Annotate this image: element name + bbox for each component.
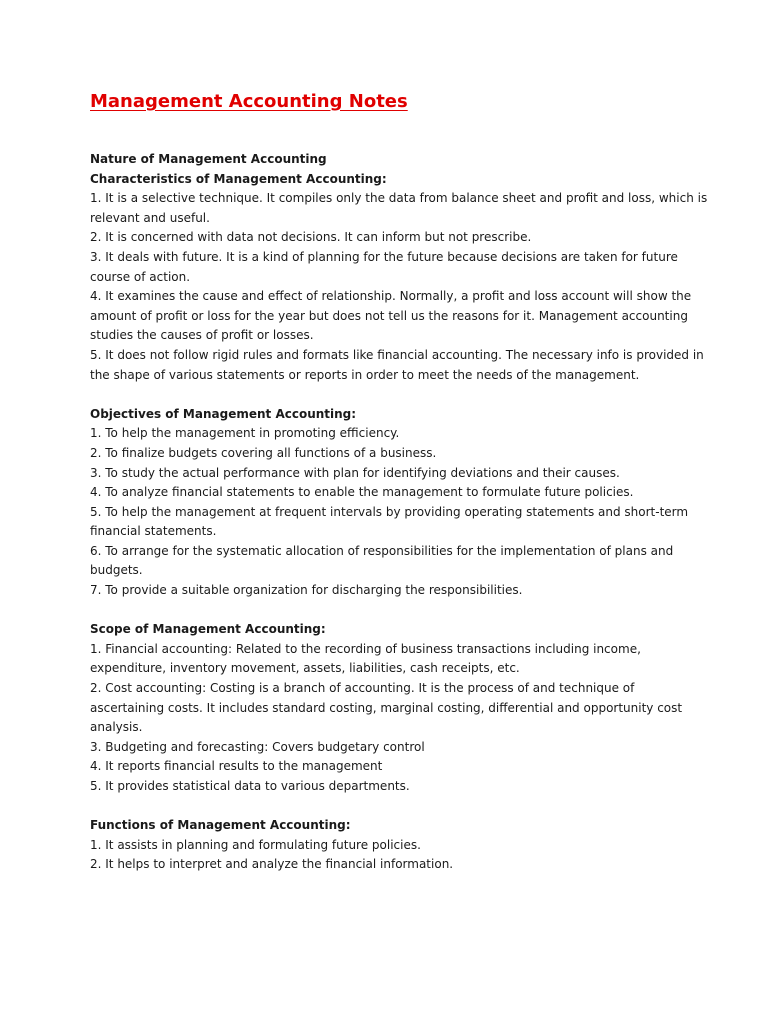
nature-heading: Nature of Management Accounting [90, 152, 327, 166]
objectives-item: 7. To provide a suitable organization for discharging the responsibilities. [90, 583, 523, 598]
functions-item: 2. It helps to interpret and analyze the financial information. [90, 857, 454, 872]
objectives-item: 4. To analyze financial statements to enable the management to formulate future policies. [90, 485, 634, 500]
scope-item: 3. Budgeting and forecasting: Covers budgetary control [90, 739, 425, 754]
scope-item: 4. It reports financial results to the management [90, 759, 383, 774]
characteristics-item: 5. It does not follow rigid rules and formats like financial accounting. The necessary info is provided in the shape of various statements or reports in order to meet the needs of the management. [90, 347, 704, 382]
objectives-item: 3. To study the actual performance with plan for identifying deviations and their causes. [90, 465, 620, 480]
scope-section [90, 620, 708, 796]
scope-heading: Scope of Management Accounting: [90, 622, 326, 637]
objectives-item: 1. To help the management in promoting efficiency. [90, 426, 400, 441]
scope-item: 2. Cost accounting: Costing is a branch of accounting. It is the process of and technique of ascertaining costs. It includes standard costing, marginal costing, differential and opportunity cost analysis. [90, 681, 683, 735]
objectives-item: 2. To finalize budgets covering all functions of a business. [90, 445, 437, 460]
characteristics-item: 4. It examines the cause and effect of relationship. Normally, a profit and loss account will show the amount of profit or loss for the year but does not tell us the reasons for it. Management accounting studies the causes of profit or losses. [90, 289, 692, 343]
characteristics-item: 2. It is concerned with data not decisions. It can inform but not prescribe. [90, 230, 532, 245]
functions-section [90, 816, 708, 875]
characteristics-item: 3. It deals with future. It is a kind of planning for the future because decisions are taken for future course of action. [90, 249, 678, 284]
scope-item: 5. It provides statistical data to various departments. [90, 779, 410, 793]
functions-item: 1. It assists in planning and formulating future policies. [90, 837, 421, 852]
characteristics-heading: Characteristics of Management Accounting: [90, 171, 387, 186]
characteristics-item: 1. It is a selective technique. It compiles only the data from balance sheet and profit and loss, which is relevant and useful. [90, 191, 708, 225]
objectives-item: 5. To help the management at frequent intervals by providing operating statements and short-term financial statements. [90, 504, 689, 539]
scope-item: 1. Financial accounting: Related to the recording of business transactions including income, expenditure, inventory movement, assets, liabilities, cash receipts, etc. [90, 641, 641, 676]
objectives-section [90, 405, 708, 601]
functions-heading: Functions of Management Accounting: [90, 818, 351, 833]
objectives-heading: Objectives of Management Accounting: [90, 406, 357, 421]
document-title: Management Accounting Notes [90, 91, 408, 112]
characteristics-section [90, 150, 708, 385]
objectives-item: 6. To arrange for the systematic allocation of responsibilities for the implementation of plans and budgets. [90, 543, 674, 578]
